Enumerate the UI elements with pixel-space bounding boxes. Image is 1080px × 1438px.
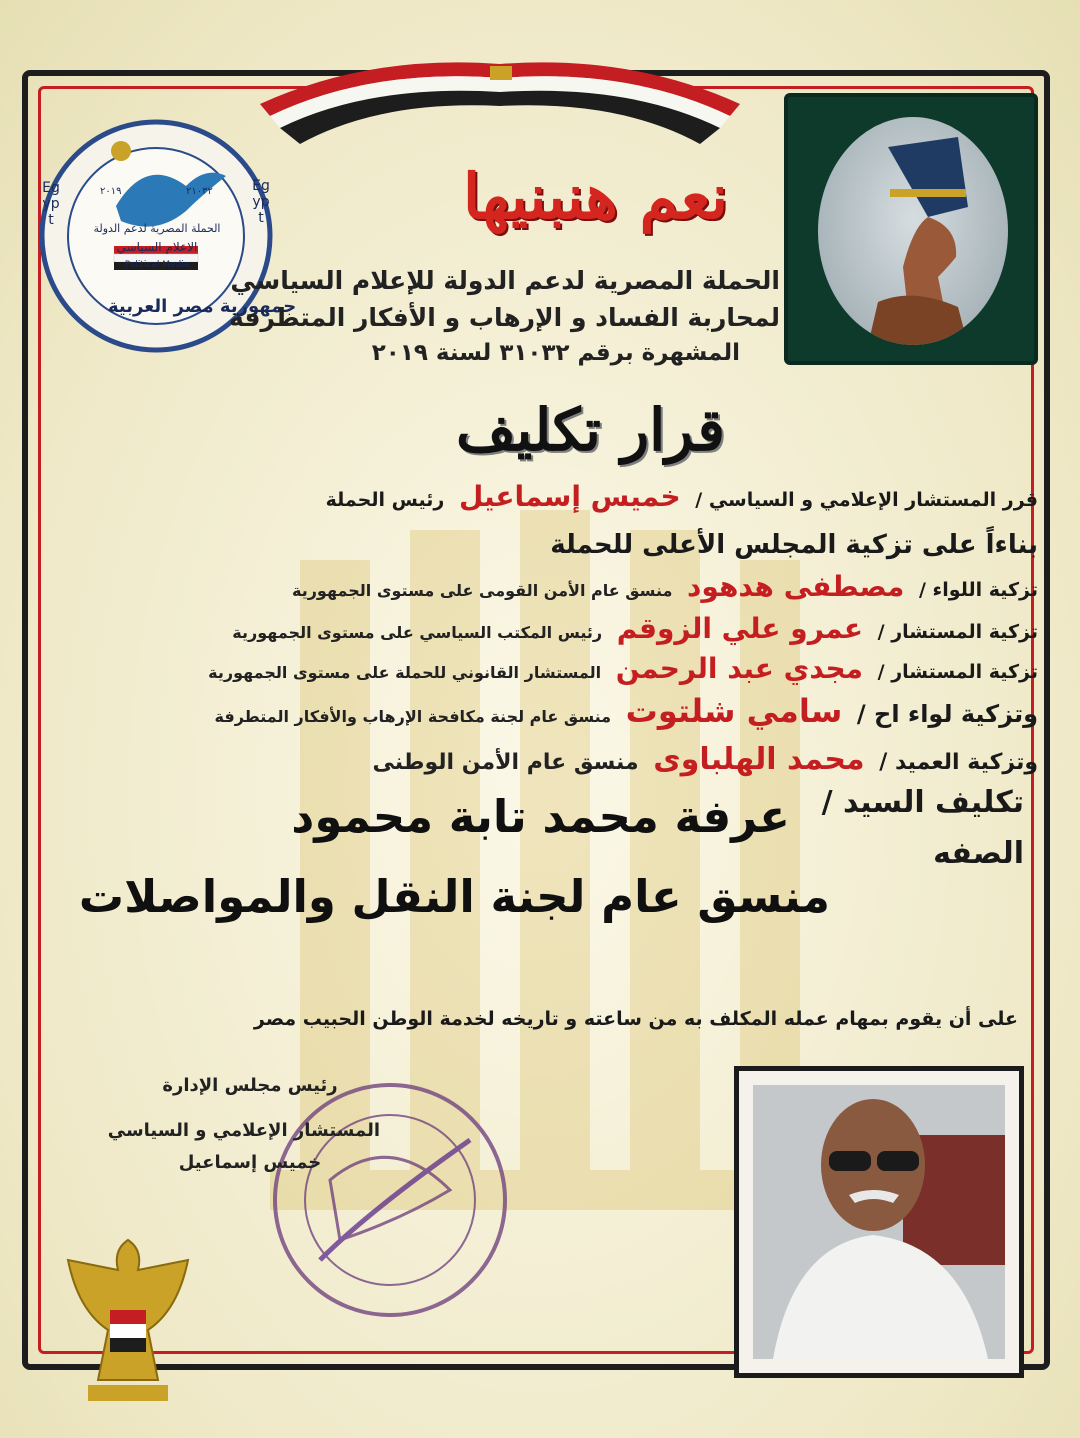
recommendation-role: منسق عام لجنة مكافحة الإرهاب والأفكار المتطرفة (214, 707, 612, 726)
logo-inner-en: Political Media (124, 260, 190, 270)
recommendation-row (292, 570, 1038, 603)
recommendation-row (215, 692, 1038, 730)
recommendation-name: محمد الهلباوى (653, 742, 865, 777)
decided-by-name: خميس إسماعيل (458, 480, 681, 513)
recommendation-name: مجدي عبد الرحمن (615, 652, 864, 685)
nefertiti-portrait (784, 93, 1038, 365)
recommendation-role: منسق عام الأمن الوطنى (372, 750, 639, 775)
duty-text: على أن يقوم بمهام عمله المكلف به من ساعته و تاريخه لخدمة الوطن الحبيب مصر (253, 1008, 1018, 1030)
recommendation-name: مصطفى هدهود (687, 570, 905, 603)
recommendation-role: رئيس المكتب السياسي على مستوى الجمهورية (232, 623, 603, 642)
decided-by-suffix: رئيس الحملة (325, 489, 445, 511)
logo-ring-text: جمهورية مصر العربية (108, 296, 297, 317)
recommendation-prefix: تزكية اللواء / (919, 579, 1038, 601)
org-registration: المشهرة برقم ٣١٠٣٢ لسنة ٢٠١٩ (371, 340, 740, 366)
decision-title: قرار تكليف (456, 396, 725, 464)
assignee-photo (734, 1066, 1024, 1378)
signature-name: خميس إسماعيل (178, 1152, 322, 1173)
recommendation-role: المستشار القانوني للحملة على مستوى الجمهورية (208, 663, 602, 682)
eagle-icon (111, 141, 131, 161)
decided-by-line (326, 480, 1038, 513)
org-line1: الحملة المصرية لدعم الدولة للإعلام السياسي (230, 266, 780, 295)
eagle-icon (48, 1230, 208, 1420)
logo-reg-left: ٢١٠٣٢ (186, 186, 213, 197)
logo-side-right: Egypt (252, 178, 270, 226)
recommendation-role: منسق عام الأمن القومى على مستوى الجمهورية (292, 581, 673, 600)
org-line2: لمحاربة الفساد و الإرهاب و الأفكار المتطرفة (228, 303, 780, 332)
recommendation-row (232, 612, 1038, 645)
recommendation-prefix: وتزكية العميد / (879, 750, 1038, 775)
based-on-line: بناءاً على تزكية المجلس الأعلى للحملة (550, 530, 1038, 560)
logo-inner-line1: الحملة المصرية لدعم الدولة (93, 222, 221, 235)
logo-reg-right: ٢٠١٩ (100, 186, 122, 197)
recommendation-name: سامي شلتوت (625, 692, 843, 730)
recommendation-row (373, 742, 1038, 777)
signature-title: رئيس مجلس الإدارة (162, 1075, 338, 1096)
decided-by-prefix: قرر المستشار الإعلامي و السياسي / (695, 489, 1038, 511)
position-value: منسق عام لجنة النقل والمواصلات (78, 870, 830, 923)
stamp-icon (240, 1070, 540, 1330)
headline: نعم هنبنيها (462, 160, 728, 233)
position-label: الصفه (933, 836, 1024, 871)
recommendation-prefix: تزكية المستشار / (877, 621, 1038, 643)
recommendation-row (208, 652, 1038, 685)
signature-role: المستشار الإعلامي و السياسي (107, 1120, 380, 1141)
recommendation-name: عمرو علي الزوقم (616, 612, 864, 645)
logo-inner-line2: الاعلام السياسي (116, 240, 198, 254)
recommendation-prefix: تزكية المستشار / (877, 661, 1038, 683)
flag-ribbon-icon (250, 44, 750, 154)
recommendation-prefix: وتزكية لواء اح / (856, 700, 1038, 728)
assignee-name: عرفة محمد تابة محمود (291, 790, 790, 843)
assign-label: تكليف السيد / (821, 785, 1024, 820)
logo-side-left: Egypt (42, 180, 60, 228)
